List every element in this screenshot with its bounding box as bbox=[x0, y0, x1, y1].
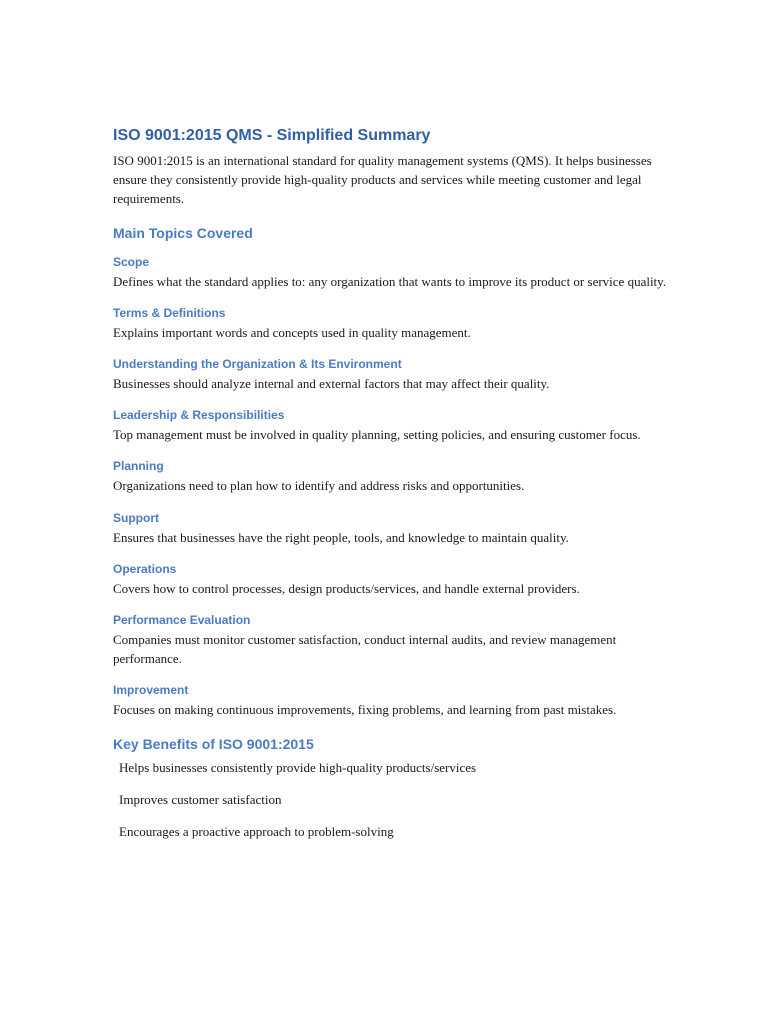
topic-text: Explains important words and concepts used in quality management. bbox=[113, 324, 471, 340]
topics-list bbox=[113, 254, 673, 720]
topic-heading: Understanding the Organization & Its Environment bbox=[113, 357, 402, 372]
main-topics-heading: Main Topics Covered bbox=[113, 224, 253, 241]
topic-terms-definitions bbox=[113, 305, 673, 342]
topic-support bbox=[113, 510, 673, 547]
topic-text: Top management must be involved in quality planning, setting policies, and ensuring customer focus. bbox=[113, 427, 641, 443]
list-item: Helps businesses consistently provide high-quality products/services bbox=[119, 759, 477, 775]
topic-heading: Operations bbox=[113, 561, 177, 576]
document-page bbox=[113, 126, 673, 854]
topic-text: Focuses on making continuous improvements, fixing problems, and learning from past mistakes. bbox=[113, 702, 617, 718]
topic-operations bbox=[113, 561, 673, 598]
list-item: Encourages a proactive approach to problem-solving bbox=[119, 823, 394, 839]
topic-text: Organizations need to plan how to identify and address risks and opportunities. bbox=[113, 478, 525, 494]
topic-text: Covers how to control processes, design products/services, and handle external providers. bbox=[113, 580, 580, 596]
document-title: ISO 9001:2015 QMS - Simplified Summary bbox=[113, 127, 431, 144]
topic-leadership bbox=[113, 407, 673, 444]
topic-text: Defines what the standard applies to: any organization that wants to improve its product or service quality. bbox=[113, 273, 667, 289]
list-item: Improves customer satisfaction bbox=[119, 791, 282, 807]
topic-performance-evaluation bbox=[113, 612, 673, 668]
topic-text: Ensures that businesses have the right people, tools, and knowledge to maintain quality. bbox=[113, 529, 569, 545]
topic-heading: Leadership & Responsibilities bbox=[113, 408, 285, 423]
topic-improvement bbox=[113, 682, 673, 719]
topic-heading: Planning bbox=[113, 459, 164, 474]
topic-text: Companies must monitor customer satisfaction, conduct internal audits, and review management performance. bbox=[113, 632, 617, 667]
topic-heading: Improvement bbox=[113, 683, 189, 698]
topic-heading: Performance Evaluation bbox=[113, 613, 251, 628]
benefits-list bbox=[113, 758, 673, 841]
topic-heading: Scope bbox=[113, 254, 150, 269]
topic-planning bbox=[113, 458, 673, 495]
topic-organization-environment bbox=[113, 356, 673, 393]
benefits-heading: Key Benefits of ISO 9001:2015 bbox=[113, 735, 314, 752]
intro-paragraph: ISO 9001:2015 is an international standard for quality management systems (QMS). It helps businesses ensure they consistently provide high-quality products and services while meeting customer and legal requirements. bbox=[113, 153, 652, 207]
topic-heading: Terms & Definitions bbox=[113, 305, 226, 320]
topic-text: Businesses should analyze internal and external factors that may affect their quality. bbox=[113, 376, 550, 392]
topic-heading: Support bbox=[113, 510, 159, 525]
topic-scope bbox=[113, 254, 673, 291]
